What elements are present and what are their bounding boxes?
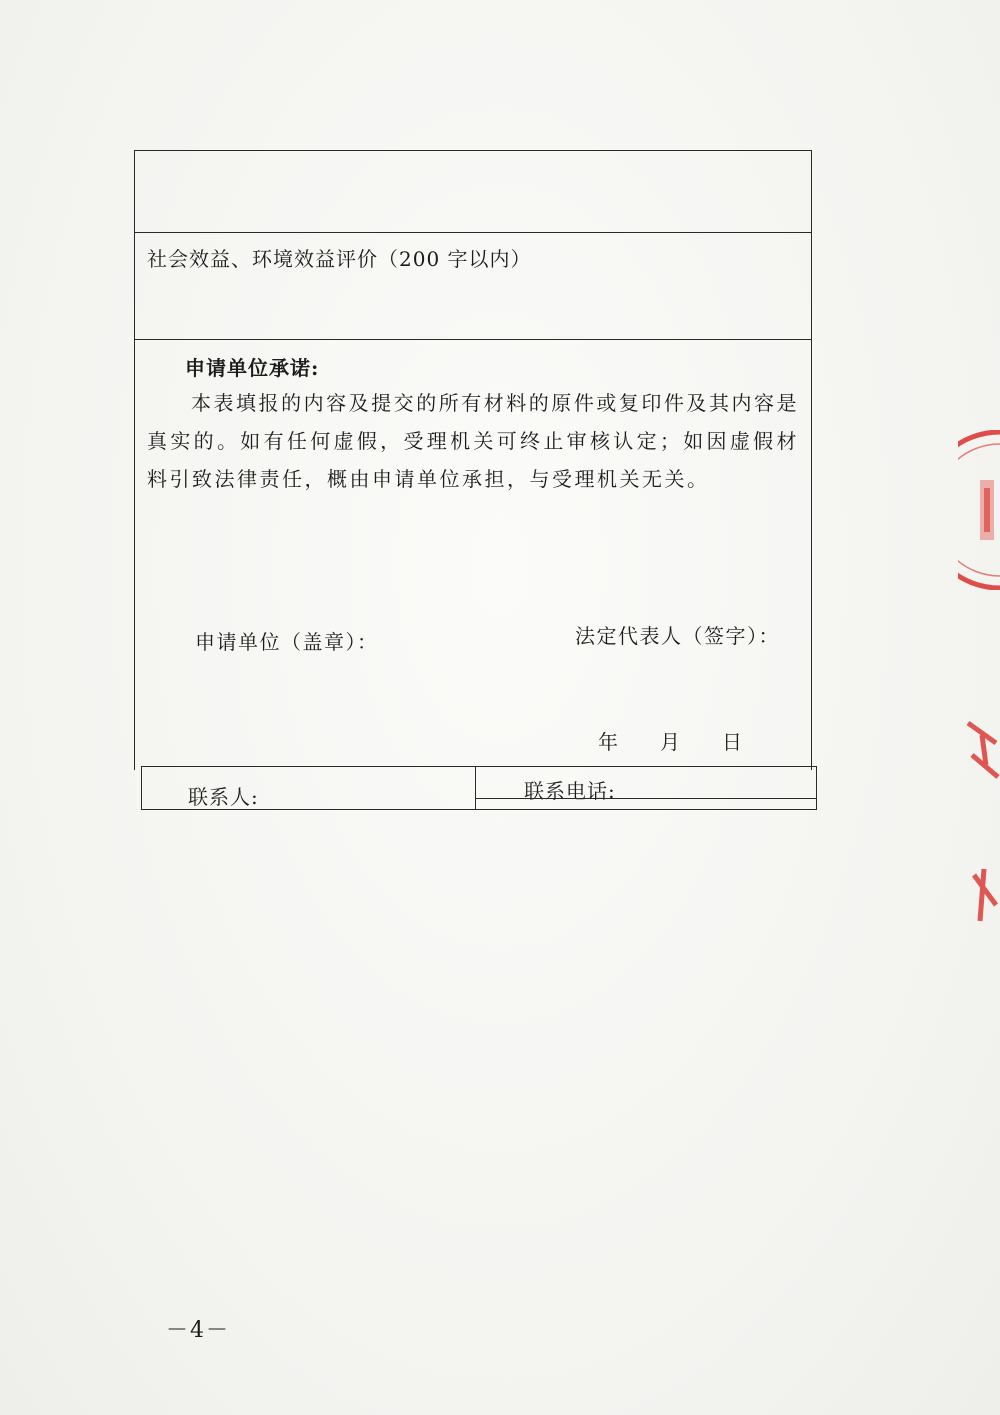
date-year-label: 年 <box>598 730 618 754</box>
date-day-label: 日 <box>722 730 742 754</box>
date-spacer <box>680 726 722 755</box>
form-row-previous-content <box>135 151 811 233</box>
benefit-evaluation-label: 社会效益、环境效益评价（200 字以内） <box>147 247 532 271</box>
seal-fragment-icon <box>970 865 1000 925</box>
contact-person-label: 联系人: <box>188 785 259 809</box>
applicant-seal-label: 申请单位（盖章）： <box>195 630 379 654</box>
date-month-label: 月 <box>660 730 680 754</box>
contact-phone-label: 联系电话: <box>524 779 616 803</box>
contact-divider-line <box>476 798 816 799</box>
official-seal-icon <box>958 430 1000 590</box>
commitment-text: 本表填报的内容及提交的所有材料的原件或复印件及其内容是真实的。如有任何虚假，受理机关可终止审核认定；如因虚假材料引致法律责任，概由申请单位承担，与受理机关无关。 <box>147 391 799 491</box>
form-row-commitment <box>135 340 811 770</box>
contact-row <box>141 766 817 810</box>
contact-person-cell <box>142 767 476 809</box>
seal-fragment-icon <box>962 715 1000 785</box>
form-row-benefit-evaluation <box>135 233 811 340</box>
contact-phone-cell <box>476 767 816 809</box>
commitment-title: 申请单位承诺: <box>185 356 320 380</box>
date-spacer <box>618 726 660 755</box>
page-number: －4－ <box>166 1318 230 1343</box>
legal-representative-signature-label: 法定代表人（签字）： <box>575 624 780 648</box>
application-form-table <box>134 150 812 770</box>
date-line <box>598 726 742 755</box>
